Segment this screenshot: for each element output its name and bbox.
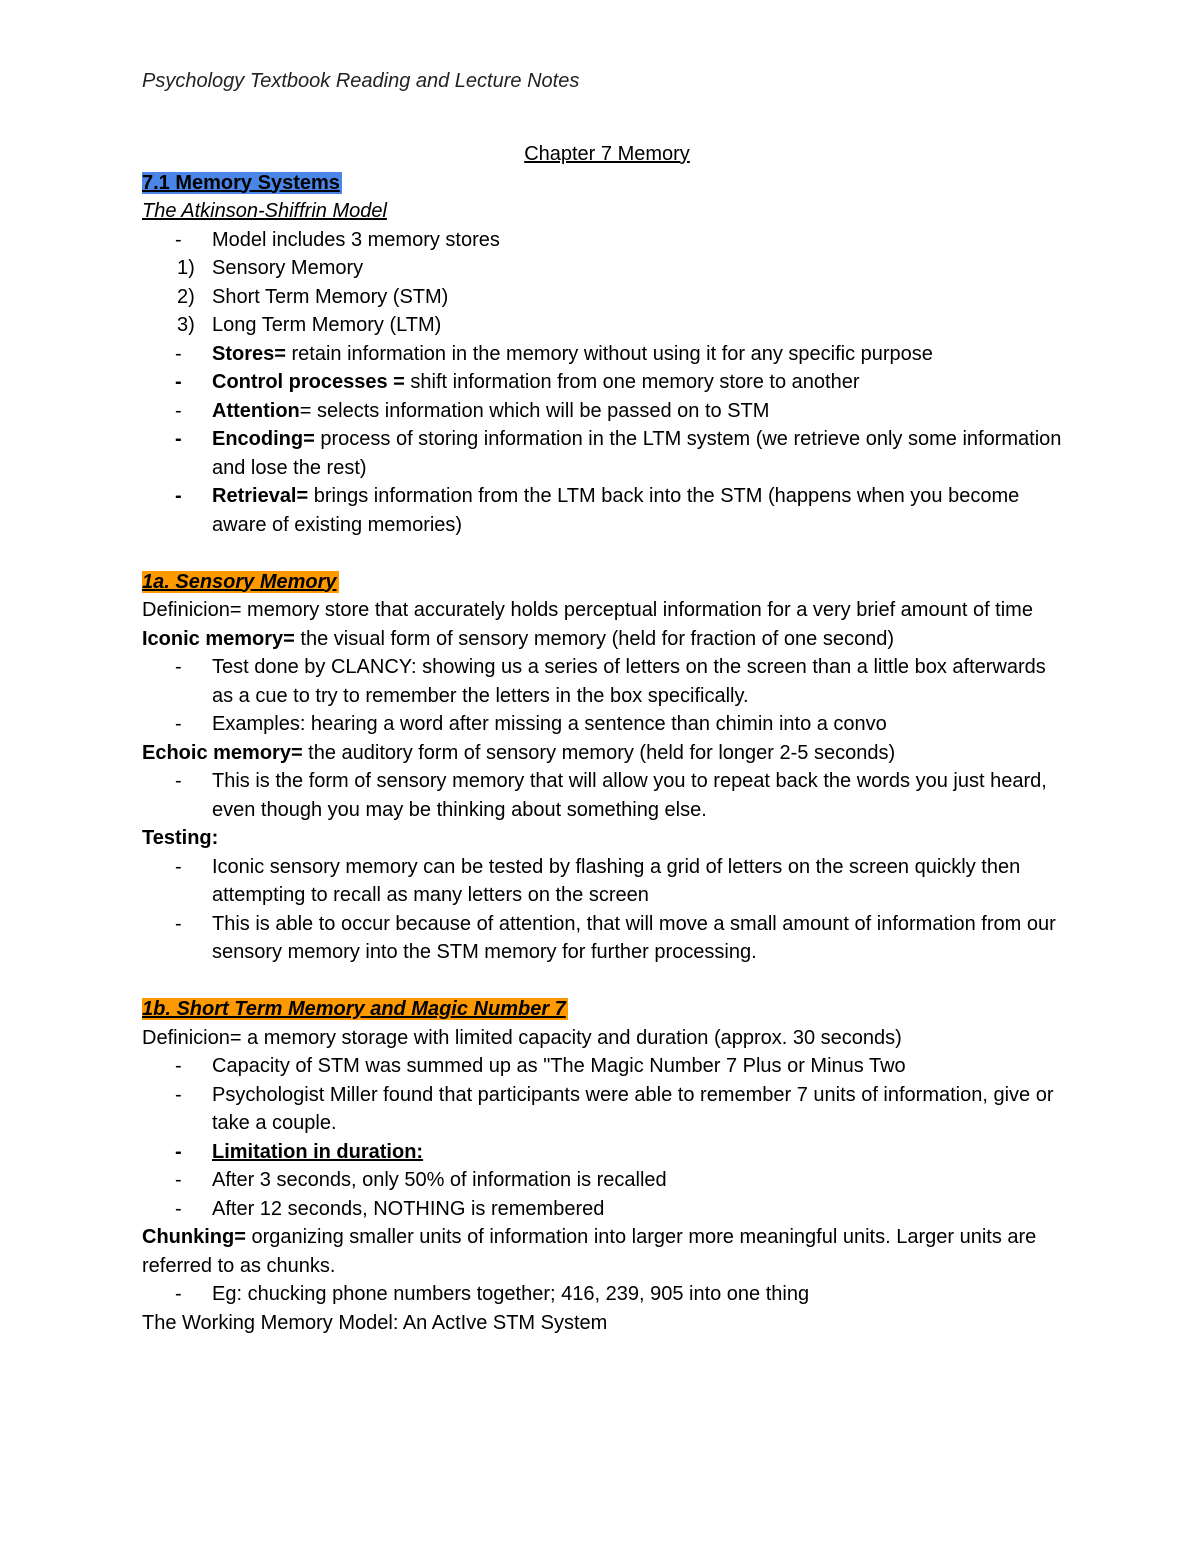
term-definition: shift information from one memory store to another (404, 371, 860, 393)
number-marker: 3) (177, 314, 195, 336)
bullet-marker: - (175, 770, 182, 792)
term: Encoding= (212, 428, 315, 450)
bullet-item (142, 1195, 1072, 1224)
term: Testing: (142, 827, 219, 849)
iconic-memory-paragraph (142, 625, 1072, 654)
bullet-text: Examples: hearing a word after missing a sentence than chimin into a convo (212, 713, 887, 735)
section-heading-7-1-text: 7.1 Memory Systems (142, 171, 340, 194)
number-marker: 2) (177, 285, 195, 308)
term-bullet (142, 368, 1072, 397)
bullet-item (142, 1138, 1072, 1167)
bullet-marker: - (175, 912, 182, 935)
section-heading-7-1 (142, 169, 1072, 198)
testing-label (142, 824, 1072, 853)
numbered-item (142, 283, 1072, 312)
bullet-text: Iconic sensory memory can be tested by flashing a grid of letters on the screen quickly then attempting to recall as many letters on the screen (212, 855, 1021, 906)
term-definition: process of storing information in the LTM system (we retrieve only some information and lose the rest) (212, 428, 1062, 479)
term: Control processes = (212, 371, 405, 393)
term-definition: the visual form of sensory memory (held for fraction of one second) (294, 627, 894, 650)
definition-1b: Definicion= a memory storage with limited capacity and duration (approx. 30 seconds) (142, 1026, 902, 1049)
bullet-item (142, 767, 1072, 824)
term-bullet (142, 340, 1072, 369)
term: Stores= (212, 342, 286, 365)
bullet-marker: - (175, 1083, 182, 1106)
chunking-paragraph (142, 1223, 1072, 1280)
bullet-text: This is the form of sensory memory that will allow you to repeat back the words you just heard, even though you may be thinking about something else. (212, 770, 1047, 821)
bullet-marker: - (175, 399, 182, 422)
bullet-text: Test done by CLANCY: showing us a series of letters on the screen than a little box afterwards as a cue to try to remember the letters in the box specifically. (212, 656, 1046, 707)
term: Chunking= (142, 1226, 246, 1248)
page-header: Psychology Textbook Reading and Lecture Notes (142, 70, 580, 92)
definition-1a: Definicion= memory store that accurately holds perceptual information for a very brief amount of time (142, 599, 1033, 621)
bullet-item (142, 853, 1072, 910)
bullet-marker: - (175, 1140, 182, 1163)
bullet-text: After 12 seconds, NOTHING is remembered (212, 1197, 605, 1220)
bullet-text: Model includes 3 memory stores (212, 228, 500, 251)
limitation-label: Limitation in duration: (212, 1140, 424, 1163)
numbered-text: Short Term Memory (STM) (212, 285, 449, 308)
term-definition: = selects information which will be passed on to STM (299, 399, 770, 422)
numbered-item (142, 311, 1072, 340)
bullet-marker: - (175, 1197, 182, 1220)
bullet-marker: - (175, 1283, 182, 1305)
bullet-marker: - (175, 713, 182, 735)
bullet-marker: - (175, 1169, 182, 1191)
bullet-text: This is able to occur because of attention, that will move a small amount of information from our sensory memory into the STM memory for further processing. (212, 912, 1056, 963)
term-bullet (142, 425, 1072, 482)
bullet-item (142, 1166, 1072, 1195)
section-heading-1a-text: 1a. Sensory Memory (142, 570, 337, 593)
bullet-item (142, 653, 1072, 710)
section-heading-1b (142, 995, 1072, 1024)
bullet-marker: - (175, 371, 182, 393)
term-definition: the auditory form of sensory memory (held for longer 2-5 seconds) (302, 741, 896, 764)
bullet-item (142, 226, 1072, 255)
term-definition: brings information from the LTM back into the STM (happens when you become aware of existing memories) (212, 485, 1020, 536)
bullet-item (142, 710, 1072, 739)
bullet-item (142, 1052, 1072, 1081)
term: Retrieval= (212, 485, 309, 507)
bullet-text: Capacity of STM was summed up as "The Magic Number 7 Plus or Minus Two (212, 1055, 906, 1077)
bullet-marker: - (175, 342, 182, 365)
bullet-marker: - (175, 428, 182, 450)
term-definition: retain information in the memory without using it for any specific purpose (285, 342, 933, 365)
subheading-atkinson-shiffrin: The Atkinson-Shiffrin Model (142, 200, 387, 222)
echoic-memory-paragraph (142, 739, 1072, 768)
bullet-text: Psychologist Miller found that participants were able to remember 7 units of information, give or take a couple. (212, 1083, 1054, 1134)
bullet-marker: - (175, 855, 182, 878)
numbered-item (142, 254, 1072, 283)
bullet-marker: - (175, 485, 182, 507)
bullet-item (142, 1280, 1072, 1309)
section-heading-1b-text: 1b. Short Term Memory and Magic Number 7 (142, 998, 566, 1020)
term: Iconic memory= (142, 627, 295, 650)
term: Echoic memory= (142, 741, 303, 764)
number-marker: 1) (177, 257, 195, 279)
bullet-marker: - (175, 1055, 182, 1077)
term-bullet (142, 397, 1072, 426)
bullet-text: After 3 seconds, only 50% of information is recalled (212, 1169, 667, 1191)
numbered-text: Long Term Memory (LTM) (212, 314, 442, 336)
bullet-marker: - (175, 656, 182, 678)
bullet-item (142, 910, 1072, 967)
working-memory-line: The Working Memory Model: An ActIve STM System (142, 1311, 608, 1334)
chapter-title: Chapter 7 Memory (524, 143, 690, 165)
term-definition: organizing smaller units of information into larger more meaningful units. Larger units are referred to as chunks. (142, 1226, 1037, 1277)
bullet-text: Eg: chucking phone numbers together; 416, 239, 905 into one thing (212, 1283, 810, 1305)
numbered-text: Sensory Memory (212, 257, 364, 279)
bullet-item (142, 1081, 1072, 1138)
term: Attention (212, 399, 300, 422)
document-body (142, 140, 1072, 1337)
term-bullet (142, 482, 1072, 539)
bullet-marker: - (175, 228, 182, 251)
section-heading-1a (142, 568, 1072, 597)
